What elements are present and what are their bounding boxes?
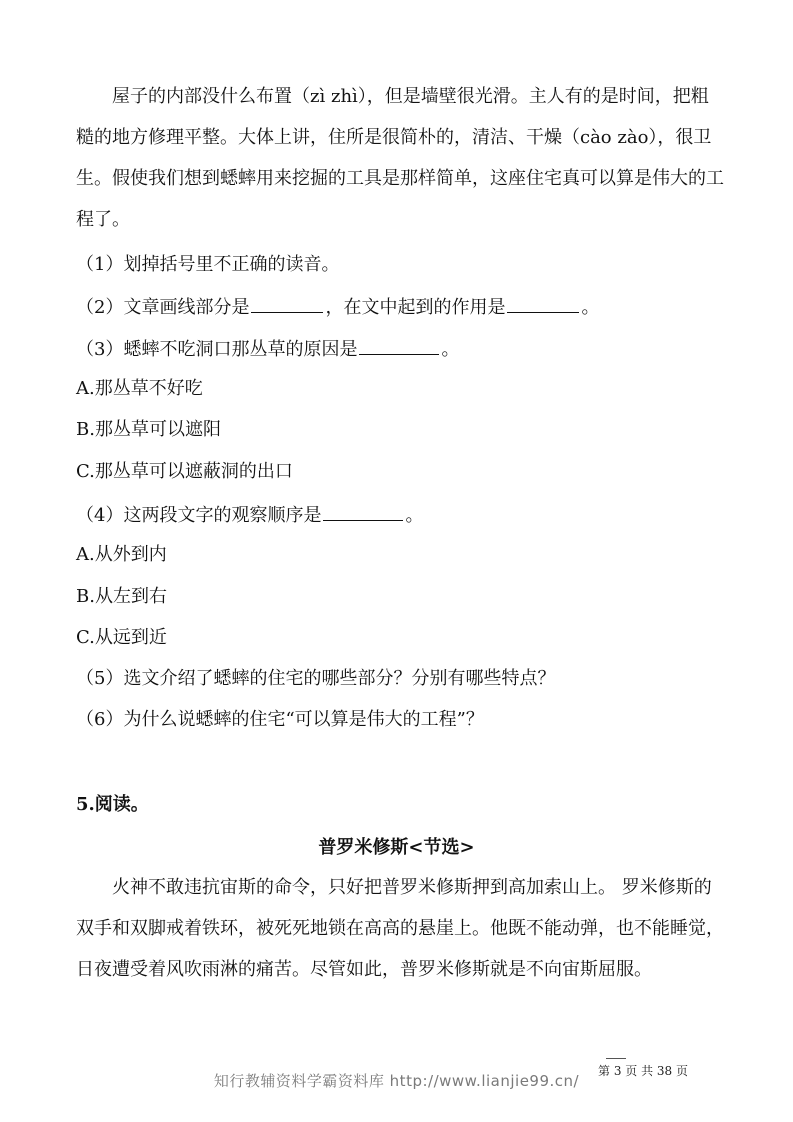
question-2 [76, 294, 599, 320]
question-3-option: A.那丛草不好吃 [76, 378, 203, 399]
question-4-prefix: （4）这两段文字的观察顺序是 [76, 505, 322, 526]
question-5: （5）选文介绍了蟋蟀的住宅的哪些部分？分别有哪些特点？ [76, 668, 556, 689]
question-4-suffix: 。 [405, 505, 424, 526]
question-3-suffix: 。 [441, 339, 460, 360]
question-2-prefix: （2）文章画线部分是 [76, 297, 250, 318]
question-1: （1）划掉括号里不正确的读音。 [76, 254, 340, 275]
question-4 [76, 502, 423, 528]
question-2-middle: ，在文中起到的作用是 [325, 297, 506, 318]
answer-blank[interactable] [359, 336, 439, 355]
question-2-suffix: 。 [581, 297, 600, 318]
body-paragraph-1: 屋子的内部没什么布置（zì zhì），但是墙壁很光滑。主人有的是时间，把粗糙的地方修理平整。大体上讲，住所是很简朴的，清洁、干燥（cào zào），很卫生。假使我们想到蟋蟀用来挖掘的工具是那样简单，这座住宅真可以算是伟大的工程了。 [76, 86, 724, 230]
watermark-site: 知行教辅资料学霸资料库 http://www.lianjie99.cn/ [213, 1072, 580, 1090]
footer-rule [606, 1058, 626, 1059]
question-4-option: A.从外到内 [76, 544, 167, 565]
question-3-option: C.那丛草可以遮蔽洞的出口 [76, 461, 293, 482]
page-indicator-text: 第 3 页 共 38 页 [598, 1064, 688, 1078]
answer-blank[interactable] [251, 294, 323, 313]
answer-blank[interactable] [323, 502, 403, 521]
section-heading: 5.阅读。 [76, 794, 149, 815]
article-title: 普罗米修斯<节选> [318, 837, 475, 858]
question-3 [76, 336, 459, 362]
body-paragraph-2: 火神不敢违抗宙斯的命令，只好把普罗米修斯押到高加索山上。 罗米修斯的双手和双脚戒着铁环，被死死地锁在高高的悬崖上。他既不能动弹，也不能睡觉，日夜遭受着风吹雨淋的痛苦。尽管如此，普罗米修斯就是不向宙斯屈服。 [76, 877, 724, 980]
question-4-option: C.从远到近 [76, 627, 167, 648]
question-4-option: B.从左到右 [76, 586, 167, 607]
question-3-prefix: （3）蟋蟀不吃洞口那丛草的原因是 [76, 339, 358, 360]
question-6: （6）为什么说蟋蟀的住宅“可以算是伟大的工程”？ [76, 709, 484, 730]
question-3-option: B.那丛草可以遮阳 [76, 419, 221, 440]
answer-blank[interactable] [507, 294, 579, 313]
